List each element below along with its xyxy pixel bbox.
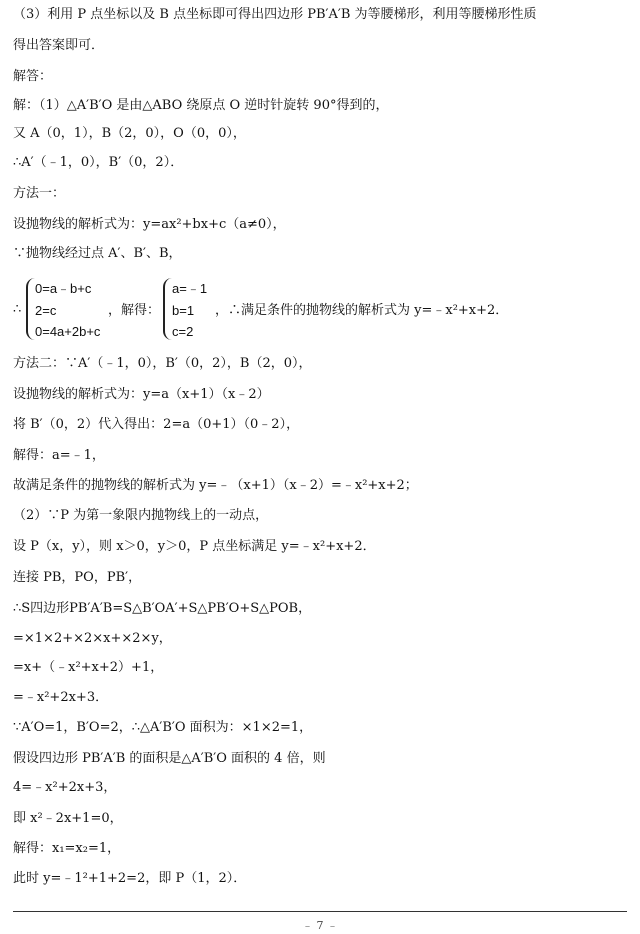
text-line: 设抛物线的解析式为：y=a（x+1）（x﹣2）: [13, 387, 270, 402]
equation-row: 0=a﹣b+c: [35, 281, 92, 296]
text-line: 解答：: [13, 69, 53, 84]
left-brace: [163, 278, 172, 340]
solution-row: c=2: [172, 324, 194, 339]
text-line: 设 P（x，y），则 x＞0，y＞0，P 点坐标满足 y=﹣x²+x+2．: [13, 539, 376, 554]
text-line: 故满足条件的抛物线的解析式为 y=﹣（x+1）（x﹣2）=﹣x²+x+2；: [13, 478, 418, 493]
text-line: 解：（1）△A′B′O 是由△ABO 绕原点 O 逆时针旋转 90°得到的，: [13, 98, 389, 113]
text-line: 假设四边形 PB′A′B 的面积是△A′B′O 面积的 4 倍，则: [13, 751, 326, 766]
conclusion-text: ，∴满足条件的抛物线的解析式为 y=﹣x²+x+2．: [215, 303, 509, 318]
text-line: 将 B′（0，2）代入得出：2=a（0+1）（0﹣2），: [13, 417, 300, 432]
text-line: 又 A（0，1），B（2，0），O（0，0），: [13, 126, 246, 141]
text-line: ∴A′（﹣1，0），B′（0，2）．: [13, 155, 184, 170]
solution-row: a=﹣1: [172, 281, 208, 296]
text-line: （2）∵P 为第一象限内抛物线上的一动点，: [13, 508, 269, 523]
text-line: =﹣x²+2x+3．: [13, 690, 109, 705]
text-line: （3）利用 P 点坐标以及 B 点坐标即可得出四边形 PB′A′B 为等腰梯形，利用等腰梯形性质: [13, 7, 537, 22]
text-line: 解得：x₁=x₂=1，: [13, 841, 121, 856]
text-line: =×1×2+×2×x+×2×y，: [13, 631, 172, 646]
text-line: 此时 y=﹣1²+1+2=2，即 P（1，2）．: [13, 871, 247, 886]
text-line: 设抛物线的解析式为：y=ax²+bx+c（a≠0），: [13, 217, 286, 232]
text-line: ∵A′O=1，B′O=2，∴△A′B′O 面积为：×1×2=1，: [13, 720, 313, 735]
text-line: 方法二：∵A′（﹣1，0），B′（0，2），B（2，0），: [13, 356, 312, 371]
text-line: 连接 PB，PO，PB′，: [13, 570, 142, 585]
page-number: ﹣ 7 ﹣: [302, 919, 338, 932]
text-line: 即 x²﹣2x+1=0，: [13, 811, 123, 826]
text-line: ∵抛物线经过点 A′、B′、B，: [13, 246, 182, 261]
therefore-symbol: ∴: [13, 302, 22, 317]
text-line: =x+（﹣x²+x+2）+1，: [13, 660, 164, 675]
solve-label: ，解得：: [108, 303, 161, 318]
text-line: ∴S四边形PB′A′B=S△B′OA′+S△PB′O+S△POB，: [13, 601, 312, 616]
text-line: 得出答案即可．: [13, 38, 105, 53]
text-line: 方法一：: [13, 186, 66, 201]
text-line: 解得：a=﹣1，: [13, 448, 105, 463]
left-brace: [26, 278, 35, 340]
equation-row: 0=4a+2b+c: [35, 324, 101, 339]
solution-row: b=1: [172, 303, 195, 318]
equation-row: 2=c: [35, 303, 57, 318]
text-line: 4=﹣x²+2x+3，: [13, 780, 117, 795]
footer-rule: [13, 911, 627, 912]
